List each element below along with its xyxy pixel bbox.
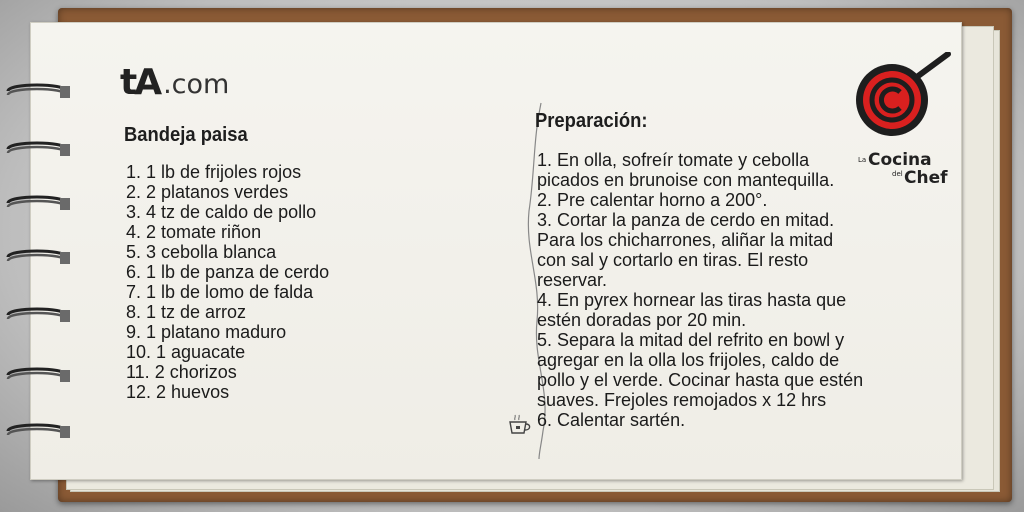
spiral-binding-ring-icon [4, 420, 70, 442]
recipe-title: Bandeja paisa [124, 124, 248, 146]
step-line: Para los chicharrones, aliñar la mitad [537, 230, 834, 250]
step-line: 3. Cortar la panza de cerdo en mitad. [537, 210, 835, 230]
step-line: 2. Pre calentar horno a 200°. [537, 190, 768, 210]
ingredient-item: 2. 2 platanos verdes [126, 182, 289, 202]
step-line: 4. En pyrex hornear las tiras hasta que [537, 290, 847, 310]
preparation-title: Preparación: [535, 110, 648, 132]
step-line: 6. Calentar sartén. [537, 410, 686, 430]
ingredient-item: 6. 1 lb de panza de cerdo [126, 262, 330, 282]
step-line: 1. En olla, sofreír tomate y cebolla [537, 150, 810, 170]
preparation-steps [537, 150, 917, 430]
brand-la: La [858, 156, 867, 164]
spiral-binding-ring-icon [4, 364, 70, 386]
ingredient-item: 4. 2 tomate riñon [126, 222, 262, 242]
step-line: suaves. Frejoles remojados x 12 hrs [537, 390, 827, 410]
site-logo[interactable] [120, 62, 230, 103]
step-line: agregar en la olla los frijoles, caldo de [537, 350, 840, 370]
ingredient-item: 1. 1 lb de frijoles rojos [126, 162, 302, 182]
ingredient-item: 8. 1 tz de arroz [126, 302, 247, 322]
spiral-binding-ring-icon [4, 246, 70, 268]
frying-pan-logo-icon [852, 52, 952, 187]
step-line: estén doradas por 20 min. [537, 310, 747, 330]
step-line: picados en brunoise con mantequilla. [537, 170, 835, 190]
spiral-binding-ring-icon [4, 80, 70, 102]
coffee-cup-icon [506, 414, 534, 436]
ingredient-item: 5. 3 cebolla blanca [126, 242, 277, 262]
logo-domain: .com [163, 69, 230, 100]
ingredient-item: 9. 1 platano maduro [126, 322, 287, 342]
ingredient-item: 7. 1 lb de lomo de falda [126, 282, 314, 302]
step-line: pollo y el verde. Cocinar hasta que estén [537, 370, 864, 390]
step-line: reservar. [537, 270, 608, 290]
brand-del: del [892, 170, 903, 178]
ingredient-item: 11. 2 chorizos [126, 362, 237, 382]
ingredient-item: 10. 1 aguacate [126, 342, 246, 362]
ingredient-item: 12. 2 huevos [126, 382, 230, 402]
step-line: con sal y cortarlo en tiras. El resto [537, 250, 809, 270]
ingredient-item: 3. 4 tz de caldo de pollo [126, 202, 317, 222]
brand-cocina: Cocina [868, 150, 932, 170]
spiral-binding-ring-icon [4, 192, 70, 214]
logo-mark: tA [120, 62, 160, 103]
spiral-binding-ring-icon [4, 138, 70, 160]
spiral-binding-ring-icon [4, 304, 70, 326]
step-line: 5. Separa la mitad del refrito en bowl y [537, 330, 845, 350]
ingredients-list [126, 162, 329, 402]
brand-chef: Chef [904, 168, 948, 187]
